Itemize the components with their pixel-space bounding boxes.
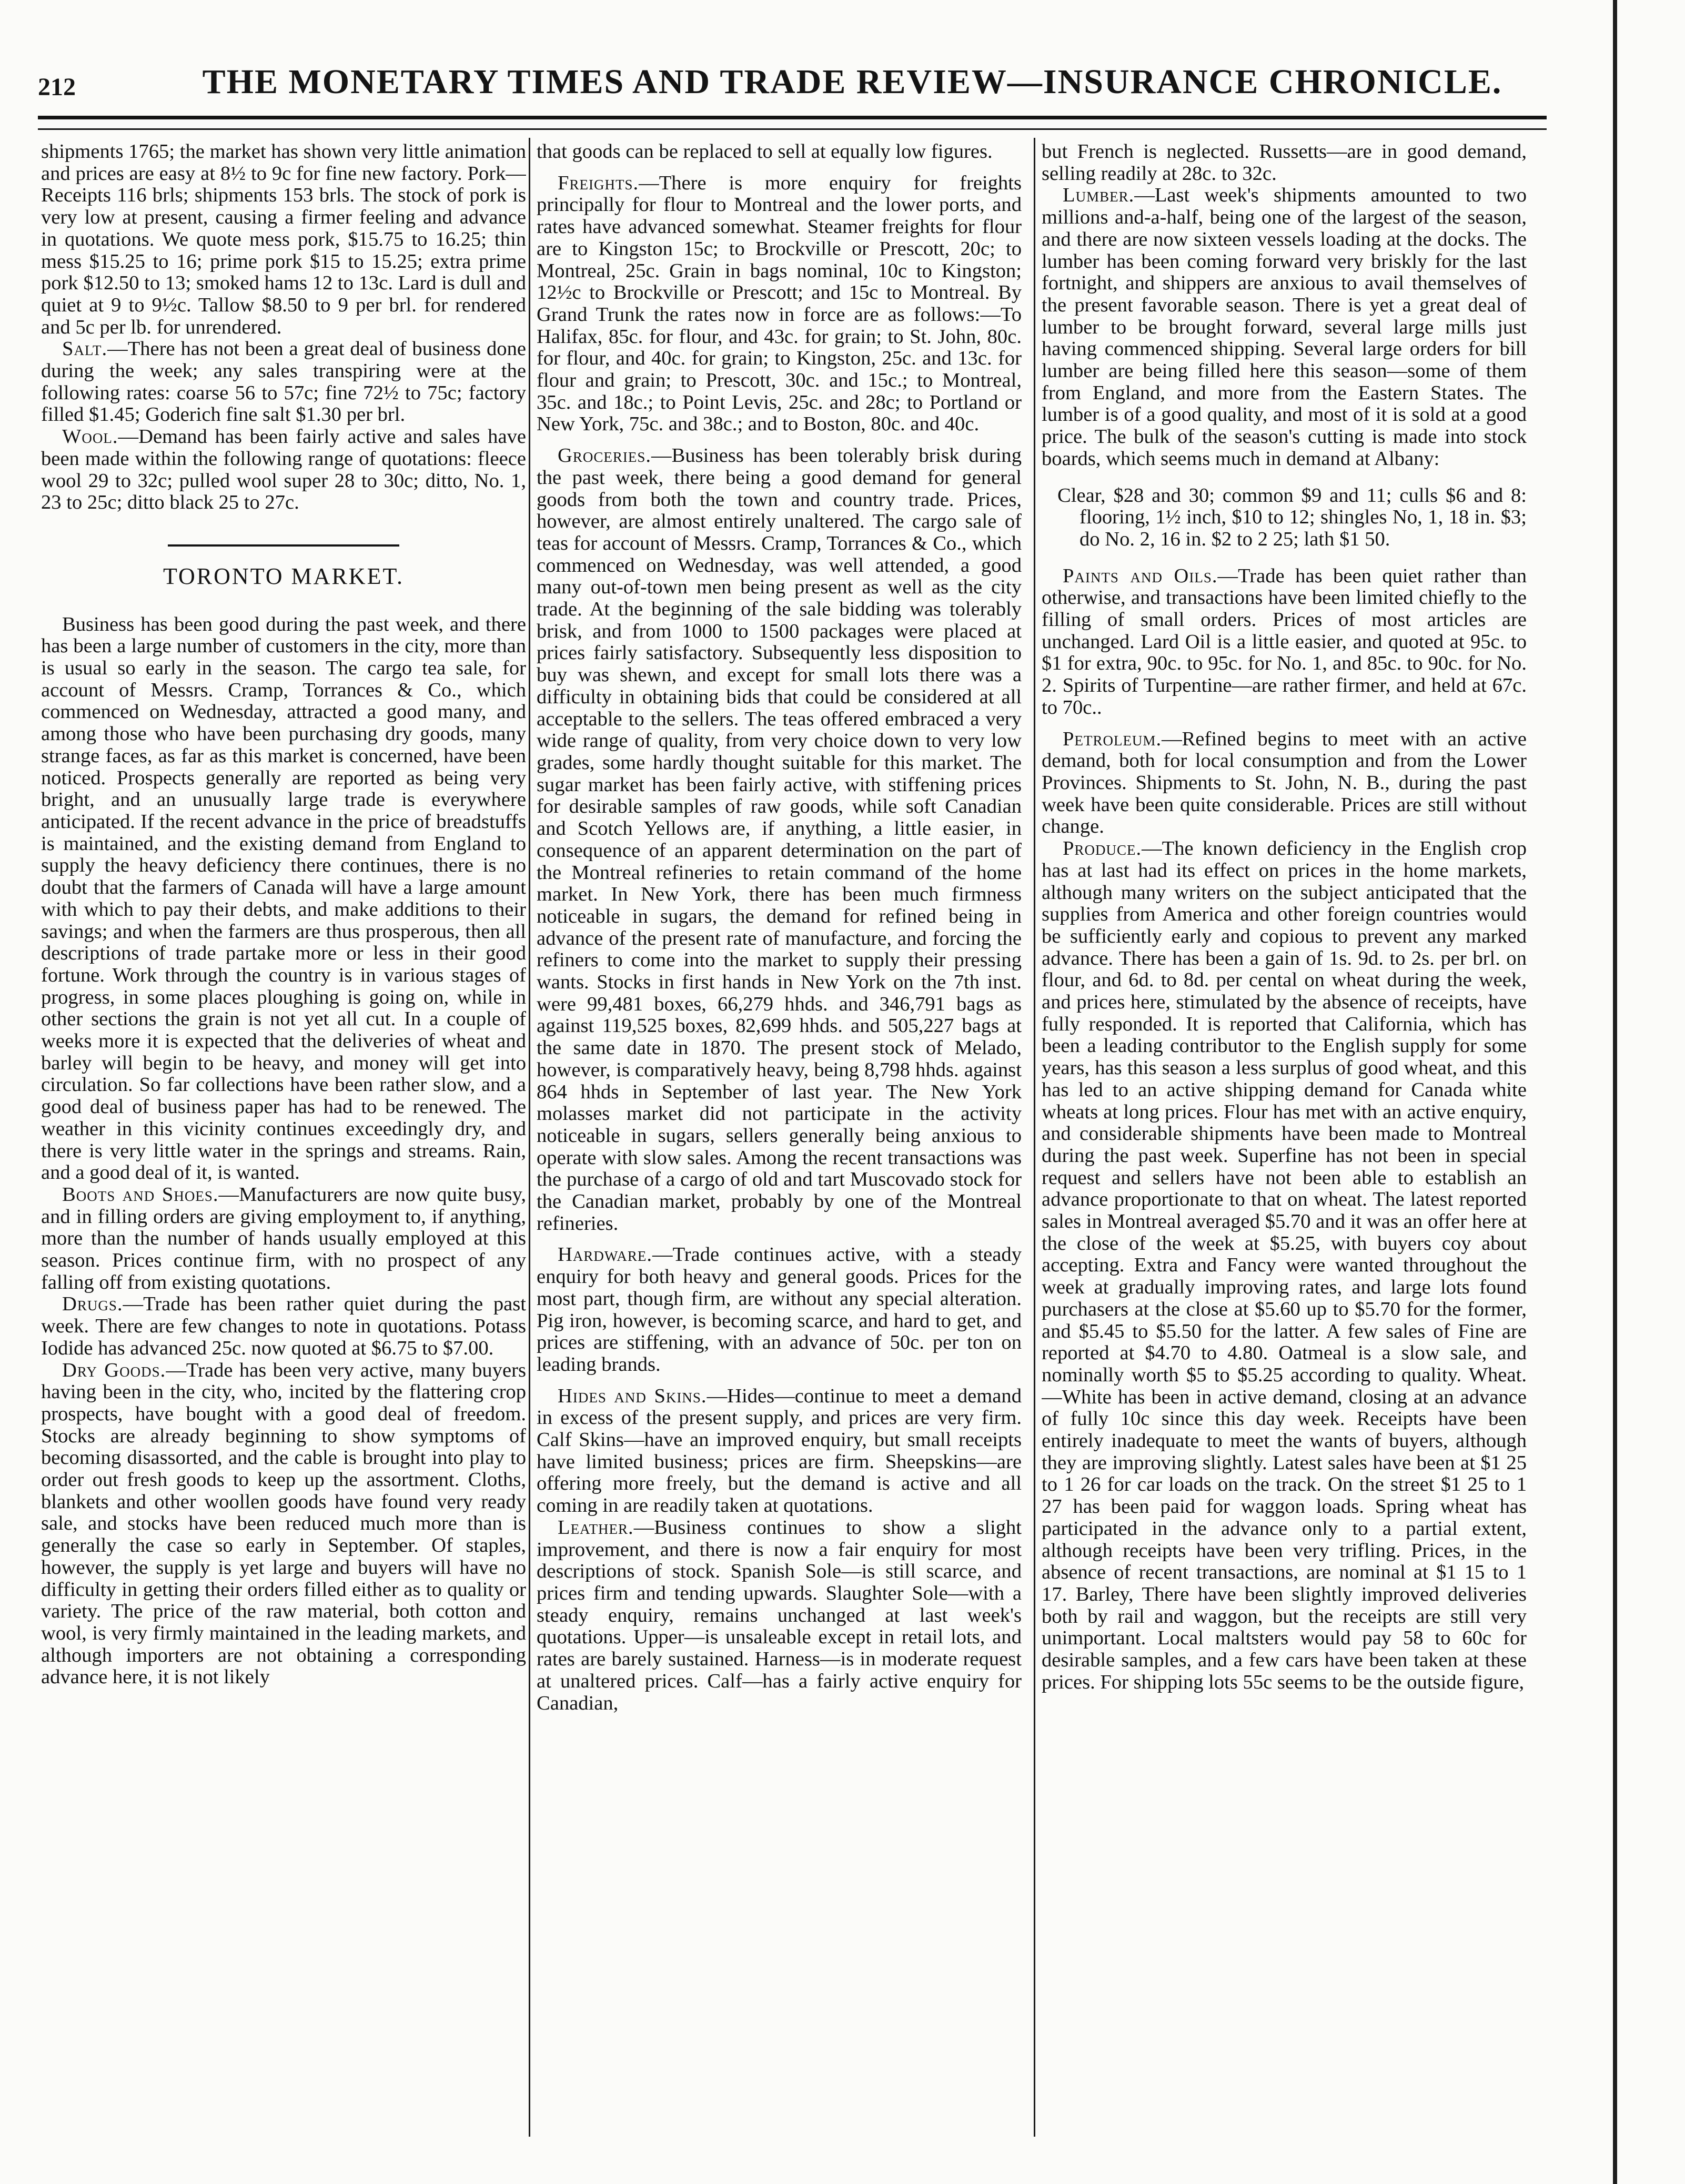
hardware-heading: Hardware. <box>558 1243 653 1266</box>
paints-oils-text: —Trade has been quiet rather than otherwise, and transactions have been limited chiefly to the filling of small orders. Prices of most articles are unchanged. Lard Oil is a little easier, and quoted at 95c. to $1 for extra, 90c. to 95c. for No. 1, and 85c. to 90c. for No. 2. Spirits of Turpentine—are rather firmer, and held at 67c. to 70c.. <box>1042 564 1527 719</box>
dry-goods-heading: Dry Goods. <box>62 1359 166 1381</box>
freights-heading: Freights. <box>558 171 639 194</box>
column-divider-2 <box>1034 138 1035 2137</box>
hides-skins-heading: Hides and Skins. <box>558 1384 707 1407</box>
page-edge-bar <box>1613 0 1617 2184</box>
hardware-paragraph <box>537 1244 1022 1376</box>
salt-paragraph <box>41 338 526 426</box>
lumber-price-list: Clear, $28 and 30; common $9 and 11; culls $6 and 8: flooring, 1½ inch, $10 to 12; shingles No, 1, 18 in. $3; do No. 2, 16 in. $2 to 2 25; lath $1 50. <box>1057 484 1527 550</box>
boots-shoes-paragraph <box>41 1184 526 1294</box>
hides-skins-text: —Hides—continue to meet a demand in excess of the present supply, and prices are very firm. Calf Skins—have an improved enquiry, but small receipts have limited business; prices are firm. Sheepskins—are offering more freely, but the demand is active and all coming in are readily taken at quotations. <box>537 1384 1022 1517</box>
leather-text: —Business continues to show a slight improvement, and there is now a fair enquiry for most descriptions of stock. Spanish Sole—is still scarce, and prices firm and tending upwards. Slaughter Sole—with a steady enquiry, remains unchanged at last week's quotations. Upper—is unsaleable except in retail lots, and rates are barely sustained. Harness—is in moderate request at unaltered prices. Calf—has a fairly active enquiry for Canadian, <box>537 1516 1022 1714</box>
salt-text: —There has not been a great deal of business done during the week; any sales transpiring were at the following rates: coarse 56 to 57c; fine 72½ to 75c; factory filled $1.45; Goderich fine salt $1.30 per brl. <box>41 338 526 426</box>
paints-oils-paragraph <box>1042 565 1527 719</box>
wool-text: —Demand has been fairly active and sales have been made within the following range of quotations: fleece wool 29 to 32c; pulled wool super 28 to 30c; ditto, No. 1, 23 to 25c; ditto black 25 to 27c. <box>41 426 526 514</box>
wool-heading: Wool. <box>62 426 118 448</box>
column-1 <box>41 141 526 2135</box>
col1-opening-paragraph: shipments 1765; the market has shown very little animation and prices are easy at 8½ to 9c for fine new factory. Pork—Receipts 116 brls; shipments 153 brls. The stock of pork is very low at present, causing a firmer feeling and advance in quotations. We quote mess pork, $15.75 to 16.25; thin mess $15.25 to 16; prime pork $15 to 15.25; extra prime pork $12.50 to 13; smoked hams 12 to 13c. Lard is dull and quiet at 9 to 9½c. Tallow $8.50 to 9 per brl. for rendered and 5c per lb. for unrendered. <box>41 141 526 338</box>
business-paragraph: Business has been good during the past week, and there has been a large number of customers in the city, more than is usual so early in the season. The cargo tea sale, for account of Messrs. Cramp, Torrances & Co., which commenced on Wednesday, attracted a good many, and among those who have been purchasing dry goods, many strange faces, as far as this market is concerned, have been noticed. Prospects generally are reported as being very bright, and an unusually large trade is everywhere anticipated. If the recent advance in the price of breadstuffs is maintained, and the existing demand from England to supply the heavy deficiency there continues, there is no doubt that the farmers of Canada will have a large amount with which to pay their debts, and make additions to their savings; and when the farmers are thus prosperous, then all descriptions of trade partake more or less in their good fortune. Work through the country is in various stages of progress, in some places ploughing is going on, while in other sections the grain is not yet all cut. In a couple of weeks more it is expected that the deliveries of wheat and barley will begin to be heavy, and money will get into circulation. So far collections have been rather slow, and a good deal of business paper has had to be renewed. The weather in this vicinity continues exceedingly dry, and there is very little water in the springs and streams. Rain, and a good deal of it, is wanted. <box>41 613 526 1184</box>
dry-goods-paragraph <box>41 1360 526 1689</box>
produce-heading: Produce. <box>1063 837 1142 860</box>
col3-opening-paragraph: but French is neglected. Russetts—are in good demand, selling readily at 28c. to 32c. <box>1042 141 1527 185</box>
masthead-rule-thin <box>38 128 1547 130</box>
lumber-paragraph <box>1042 185 1527 470</box>
lumber-heading: Lumber. <box>1063 184 1135 207</box>
masthead-title: THE MONETARY TIMES AND TRADE REVIEW—INSURANCE CHRONICLE. <box>202 63 1502 101</box>
petroleum-paragraph <box>1042 729 1527 838</box>
page-number: 212 <box>38 73 76 101</box>
leather-heading: Leather. <box>558 1516 634 1539</box>
freights-paragraph <box>537 173 1022 436</box>
col2-opening-paragraph: that goods can be replaced to sell at equally low figures. <box>537 141 993 163</box>
dry-goods-text: —Trade has been very active, many buyers having been in the city, who, incited by the flattering crop prospects, have bought with a good deal of freedom. Stocks are already beginning to show symptoms of becoming disassorted, and the cable is brought into play to order out fresh goods to keep up the assortment. Cloths, blankets and other woollen goods have found very ready sale, and stocks have been reduced much more than is generally the case so early in September. Of staples, however, the supply is yet large and buyers will have no difficulty in getting their orders filled either as to quality or variety. The price of the raw material, both cotton and wool, is very firmly maintained in the leading markets, and although importers are not obtaining a corresponding advance here, it is not likely <box>41 1359 526 1688</box>
section-rule <box>168 544 399 547</box>
boots-shoes-heading: Boots and Shoes. <box>62 1183 219 1206</box>
groceries-heading: Groceries. <box>558 444 652 467</box>
drugs-paragraph <box>41 1293 526 1359</box>
petroleum-text: —Refined begins to meet with an active demand, both for local consumption and from the Lower Provinces. Shipments to St. John, N. B., during the past week have been quite considerable. Prices are still without change. <box>1042 727 1527 838</box>
lumber-text: —Last week's shipments amounted to two millions and-a-half, being one of the largest of the season, and there are now sixteen vessels loading at the docks. The lumber has been coming forward very briskly for the last fortnight, and shippers are anxious to avail themselves of the present favorable season. There is yet a great deal of lumber to be brought forward, several large mills just having commenced shipping. Several large orders for bill lumber are being filled here this season—some of them from England, and more from the Eastern States. The lumber is of a good quality, and most of it is sold at a good price. The bulk of the season's cutting is made into stock boards, which seems much in demand at Albany: <box>1042 184 1527 470</box>
paints-oils-heading: Paints and Oils. <box>1063 564 1218 587</box>
masthead-rule-thick <box>38 116 1547 119</box>
boots-shoes-text: —Manufacturers are now quite busy, and in filling orders are giving employment to, if anything, more than the number of hands usually employed at this season. Prices continue firm, with no prospect of any falling off from existing quotations. <box>41 1183 526 1293</box>
produce-paragraph <box>1042 838 1527 1693</box>
hides-skins-paragraph <box>537 1386 1022 1517</box>
drugs-text: —Trade has been rather quiet during the past week. There are few changes to note in quotations. Potass Iodide has advanced 25c. now quoted at $6.75 to $7.00. <box>41 1293 526 1359</box>
groceries-text: —Business has been tolerably brisk during the past week, there being a good demand for general goods from both the town and country trade. Prices, however, are almost entirely unaltered. The cargo sale of teas for account of Messrs. Cramp, Torrances & Co., which commenced on Wednesday, was well attended, a good many out-of-town men being present as well as the city trade. At the beginning of the sale bidding was tolerably brisk, and from 1000 to 1500 packages were placed at prices fairly satisfactory. Subsequently less disposition to buy was shewn, and except for small lots there was a difficulty in obtaining bids that could be considered at all acceptable to the sellers. The teas offered embraced a very wide range of quality, from very choice down to very low grades, some hardly thought suitable for this market. The sugar market has been fairly active, with stiffening prices for desirable samples of raw goods, while soft Canadian and Scotch Yellows are, if anything, a little easier, in consequence of an apparent determination on the part of the Montreal refineries to retain command of the home market. In New York, there has been much firmness noticeable in sugars, the demand for refined being in advance of the present rate of manufacture, and forcing the refiners to come into the market to supply their pressing wants. Stocks in first hands in New York on the 7th inst. were 99,481 boxes, 66,279 hhds. and 346,791 bags as against 119,525 boxes, 82,699 hhds. and 505,227 bags at the same date in 1870. The present stock of Melado, however, is comparatively heavy, being 8,798 hhds. against 864 hhds in September of last year. The New York molasses market did not participate in the activity noticeable in sugars, sellers generally being anxious to operate with slow sales. Among the recent transactions was the purchase of a cargo of old and tart Muscovado stock for the Canadian market, probably by one of the Montreal refineries. <box>537 444 1022 1235</box>
leather-paragraph <box>537 1517 1022 1714</box>
petroleum-heading: Petroleum. <box>1063 727 1162 750</box>
groceries-paragraph <box>537 445 1022 1235</box>
freights-text: —There is more enquiry for freights principally for flour to Montreal and the lower ports, and rates have advanced somewhat. Steamer freights for flour are to Kingston 15c; to Brockville or Prescott, 20c; to Montreal, 25c. Grain in bags nominal, 10c to Kingston; 12½c to Brockville or Prescott; and 15c to Montreal. By Grand Trunk the rates now in force are as follows:—To Halifax, 85c. for flour, and 43c. for grain; to St. John, 80c. for flour, and 40c. for grain; to Kingston, 25c. and 13c. for flour and grain; to Prescott, 30c. and 15c.; to Montreal, 35c. and 18c.; to Point Levis, 25c. and 28c; to Portland or New York, 75c. and 38c.; and to Boston, 80c. and 40c. <box>537 171 1022 436</box>
column-3 <box>1042 141 1527 2135</box>
produce-text: —The known deficiency in the English crop has at last had its effect on prices in the home markets, although many writers on the subject anticipated that the supplies from America and other foreign countries would be sufficiently early and copious to prevent any marked advance. There has been a gain of 1s. 9d. to 2s. per brl. on flour, and 6d. to 8d. per cental on wheat during the week, and prices here, stimulated by the absence of receipts, have fully responded. It is reported that California, which has been a leading contributor to the English supply for some years, has this season a less surplus of good wheat, and this has led to an active shipping demand for Canada white wheats at long prices. Flour has met with an active enquiry, and considerable shipments have been made to Montreal during the past week. Superfine has not been in special request and sellers have not been able to establish an advance proportionate to that on wheat. The latest reported sales in Montreal averaged $5.70 and it was an offer here at the close of the week at $5.25, with buyers coy about accepting. Extra and Fancy were wanted throughout the week at gradually improving rates, and large lots found purchasers at the close at $5.60 up to $5.70 for the former, and $5.45 to $5.50 for the latter. A few sales of Fine are reported at $4.70 to 4.80. Oatmeal is a slow sale, and nominally worth $5 to $5.25 according to quality. Wheat.—White has been in active demand, closing at an advance of fully 10c since this day week. Receipts have been entirely inadequate to meet the wants of buyers, although they are improving slightly. Latest sales have been at $1 25 to 1 26 for car loads on the track. On the street $1 25 to 1 27 has been paid for waggon loads. Spring wheat has participated in the advance only to a partial extent, although receipts have been very trifling. Prices, in the absence of recent transactions, are nominal at $1 15 to 1 17. Barley, There have been slightly improved deliveries both by rail and waggon, but the receipts are still very unimportant. Local maltsters would pay 58 to 60c for desirable samples, and a few cars have been taken at these prices. For shipping lots 55c seems to be the outside figure, <box>1042 837 1527 1693</box>
drugs-heading: Drugs. <box>62 1293 123 1316</box>
column-divider-1 <box>529 138 530 2137</box>
salt-heading: Salt. <box>62 338 108 360</box>
section-heading-toronto-market: TORONTO MARKET. <box>163 563 405 589</box>
column-2 <box>537 141 1022 2135</box>
hardware-text: —Trade continues active, with a steady enquiry for both heavy and general goods. Prices for the most part, though firm, are without any special alteration. Pig iron, however, is becoming scarce, and hard to get, and prices are stiffening, with an advance of 50c. per ton on leading brands. <box>537 1243 1022 1376</box>
wool-paragraph <box>41 426 526 514</box>
